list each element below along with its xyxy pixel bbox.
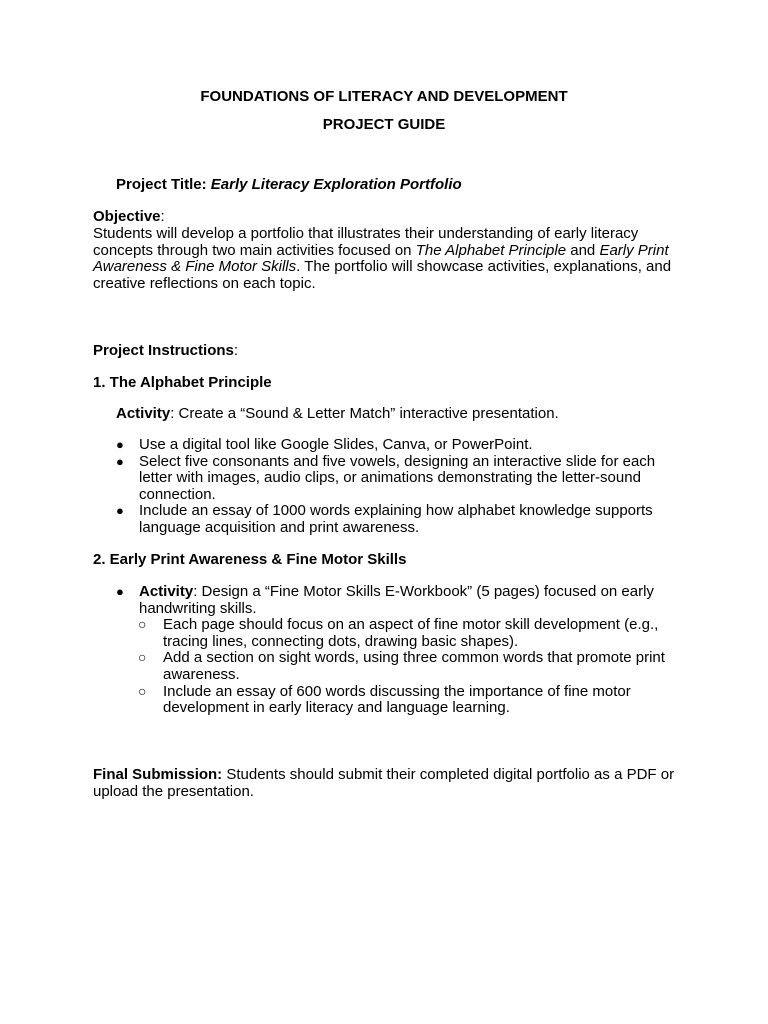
objective-label: Objective: [93, 208, 161, 225]
sub-list-item-text: Add a section on sight words, using three common words that promote print awareness.: [163, 649, 665, 683]
section1-activity-label: Activity: [116, 405, 171, 422]
sub-list-item: [116, 650, 681, 683]
document-subtitle: PROJECT GUIDE: [322, 116, 446, 133]
project-title-label: Project Title:: [116, 176, 207, 193]
objective-paragraph: [93, 226, 683, 292]
bullet-circle-icon: ○: [138, 649, 147, 666]
section2-activity-text: : Design a “Fine Motor Skills E-Workbook” (5 pages) focused on early handwriting skills.: [139, 583, 654, 617]
objective-text-1: Students will develop a portfolio that illustrates their understanding of early literacy concepts through two main activities focused on: [93, 225, 639, 259]
list-item: [116, 584, 681, 717]
section2-bullet-list: [116, 584, 681, 717]
bullet-dot-icon: ●: [116, 437, 124, 452]
section1-activity-text: : Create a “Sound & Letter Match” interactive presentation.: [170, 405, 559, 422]
bullet-circle-icon: ○: [138, 616, 147, 633]
bullet-dot-icon: ●: [116, 453, 124, 469]
bullet-dot-icon: ●: [116, 584, 124, 599]
objective-italic-2: Early Print Awareness & Fine Motor Skills: [93, 241, 669, 276]
objective-italic-1: The Alphabet Principle: [415, 241, 567, 259]
objective-text-3: . The portfolio will showcase activities, explanations, and creative reflections on each topic.: [93, 258, 672, 292]
list-item: [116, 437, 681, 454]
instructions-label: Project Instructions: [93, 342, 234, 359]
instructions-colon: :: [233, 342, 239, 359]
list-item-text: Select five consonants and five vowels, designing an interactive slide for each letter with images, audio clips, or animations demonstrating the letter-sound connection.: [139, 452, 656, 503]
instructions-label-line: [93, 343, 683, 360]
list-item-text: Include an essay of 1000 words explaining how alphabet knowledge supports language acquisition and print awareness.: [139, 502, 653, 536]
section2-activity-label: Activity: [139, 583, 194, 600]
section1-bullet-list: [116, 437, 681, 537]
objective-label-line: [93, 209, 683, 226]
final-submission-text: Students should submit their completed digital portfolio as a PDF or upload the presentation.: [93, 766, 675, 800]
document-title: FOUNDATIONS OF LITERACY AND DEVELOPMENT: [200, 88, 568, 105]
project-title-line: [116, 177, 676, 194]
section2-sub-list: [116, 617, 681, 717]
project-title-value: Early Literacy Exploration Portfolio: [210, 176, 462, 193]
bullet-dot-icon: ●: [116, 503, 124, 519]
section2-heading: 2. Early Print Awareness & Fine Motor Skills: [93, 551, 407, 568]
list-item-text: Use a digital tool like Google Slides, Canva, or PowerPoint.: [139, 436, 533, 453]
objective-text-2: and: [566, 241, 600, 259]
objective-colon: :: [160, 208, 165, 225]
final-submission-label: Final Submission:: [93, 766, 223, 783]
list-item: [116, 503, 681, 536]
bullet-circle-icon: ○: [138, 682, 147, 699]
section1-activity: [116, 406, 686, 423]
sub-list-item-text: Include an essay of 600 words discussing the importance of fine motor development in early literacy and language learning.: [163, 682, 631, 717]
sub-list-item: [116, 684, 681, 717]
list-item: [116, 454, 681, 504]
sub-list-item: [116, 617, 681, 650]
final-submission: [93, 767, 683, 800]
sub-list-item-text: Each page should focus on an aspect of fine motor skill development (e.g., tracing lines, connecting dots, drawing basic shapes).: [163, 616, 659, 650]
section1-heading: 1. The Alphabet Principle: [93, 374, 272, 391]
